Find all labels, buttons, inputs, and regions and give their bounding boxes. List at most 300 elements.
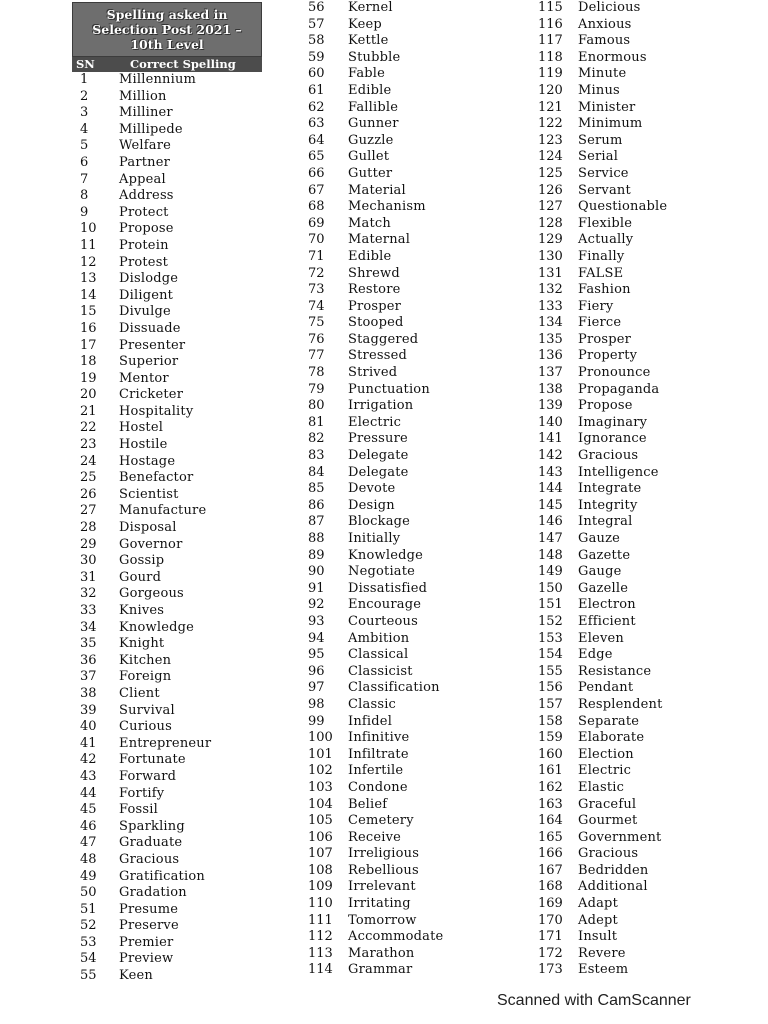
entry-number: 60 bbox=[308, 66, 325, 82]
entry-number: 14 bbox=[80, 287, 97, 303]
entry-number: 98 bbox=[308, 696, 325, 712]
entry-number: 119 bbox=[538, 66, 563, 82]
entry-number: 171 bbox=[538, 929, 563, 945]
list-item bbox=[538, 813, 748, 830]
entry-word: Gullet bbox=[348, 149, 390, 165]
entry-number: 136 bbox=[538, 348, 563, 364]
entry-word: Milliner bbox=[119, 105, 173, 121]
entry-word: Serum bbox=[578, 132, 623, 148]
list-item bbox=[308, 315, 518, 332]
entry-word: FALSE bbox=[578, 265, 624, 281]
list-item bbox=[308, 763, 518, 780]
entry-number: 156 bbox=[538, 680, 563, 696]
list-item bbox=[538, 714, 748, 731]
entry-number: 142 bbox=[538, 448, 563, 464]
entry-number: 4 bbox=[80, 121, 89, 137]
list-item bbox=[308, 365, 518, 382]
entry-number: 61 bbox=[308, 82, 325, 98]
entry-number: 128 bbox=[538, 215, 563, 231]
entry-number: 165 bbox=[538, 829, 563, 845]
entry-number: 97 bbox=[308, 680, 325, 696]
entry-word: Minus bbox=[578, 82, 620, 98]
list-item bbox=[538, 631, 748, 648]
list-item bbox=[538, 116, 748, 133]
list-item bbox=[308, 813, 518, 830]
entry-word: Gossip bbox=[119, 553, 165, 569]
entry-number: 39 bbox=[80, 702, 97, 718]
list-item bbox=[308, 216, 518, 233]
entry-word: Survival bbox=[119, 702, 175, 718]
entry-word: Kettle bbox=[348, 33, 389, 49]
entry-number: 55 bbox=[80, 968, 97, 984]
entry-number: 81 bbox=[308, 414, 325, 430]
list-item bbox=[80, 968, 290, 985]
entry-word: Staggered bbox=[348, 331, 419, 347]
entry-number: 42 bbox=[80, 752, 97, 768]
entry-number: 35 bbox=[80, 636, 97, 652]
entry-word: Appeal bbox=[119, 171, 166, 187]
entry-number: 24 bbox=[80, 453, 97, 469]
list-item bbox=[538, 216, 748, 233]
list-item bbox=[80, 819, 290, 836]
entry-word: Mentor bbox=[119, 370, 169, 386]
list-item bbox=[538, 398, 748, 415]
entry-number: 163 bbox=[538, 796, 563, 812]
list-item bbox=[80, 105, 290, 122]
list-item bbox=[308, 780, 518, 797]
list-item bbox=[308, 415, 518, 432]
list-item bbox=[308, 199, 518, 216]
list-item bbox=[308, 249, 518, 266]
entry-number: 123 bbox=[538, 132, 563, 148]
entry-word: Pendant bbox=[578, 680, 634, 696]
list-item bbox=[538, 763, 748, 780]
list-item bbox=[308, 797, 518, 814]
entry-number: 170 bbox=[538, 912, 563, 928]
entry-word: Intelligence bbox=[578, 464, 659, 480]
entry-number: 54 bbox=[80, 951, 97, 967]
list-item bbox=[538, 365, 748, 382]
list-item bbox=[538, 797, 748, 814]
entry-word: Pressure bbox=[348, 431, 408, 447]
list-item bbox=[538, 879, 748, 896]
entry-number: 102 bbox=[308, 763, 333, 779]
entry-number: 32 bbox=[80, 586, 97, 602]
entry-word: Separate bbox=[578, 713, 640, 729]
entry-word: Divulge bbox=[119, 304, 171, 320]
entry-number: 15 bbox=[80, 304, 97, 320]
entry-number: 23 bbox=[80, 437, 97, 453]
entry-number: 11 bbox=[80, 237, 97, 253]
list-item bbox=[80, 338, 290, 355]
list-item bbox=[308, 614, 518, 631]
list-item bbox=[538, 465, 748, 482]
list-item bbox=[308, 913, 518, 930]
entry-number: 148 bbox=[538, 547, 563, 563]
entry-word: Gradation bbox=[119, 885, 187, 901]
entry-number: 86 bbox=[308, 497, 325, 513]
list-item bbox=[538, 481, 748, 498]
list-item bbox=[80, 221, 290, 238]
entry-number: 162 bbox=[538, 779, 563, 795]
entry-number: 1 bbox=[80, 72, 89, 87]
entry-number: 73 bbox=[308, 282, 325, 298]
entry-word: Electron bbox=[578, 597, 636, 613]
list-item bbox=[538, 415, 748, 432]
entry-word: Manufacture bbox=[119, 503, 207, 519]
entry-number: 8 bbox=[80, 188, 89, 204]
entry-word: Propose bbox=[578, 398, 633, 414]
entry-word: Kernel bbox=[348, 0, 393, 15]
entry-number: 109 bbox=[308, 879, 333, 895]
list-item bbox=[308, 465, 518, 482]
list-item bbox=[538, 0, 748, 17]
entry-number: 127 bbox=[538, 199, 563, 215]
list-item bbox=[538, 133, 748, 150]
entry-number: 27 bbox=[80, 503, 97, 519]
entry-number: 107 bbox=[308, 846, 333, 862]
entry-word: Classicist bbox=[348, 663, 413, 679]
list-item bbox=[80, 802, 290, 819]
list-item bbox=[308, 830, 518, 847]
list-item bbox=[80, 304, 290, 321]
entry-number: 28 bbox=[80, 520, 97, 536]
entry-word: Finally bbox=[578, 248, 625, 264]
list-item bbox=[308, 481, 518, 498]
list-item bbox=[308, 896, 518, 913]
entry-word: Keep bbox=[348, 16, 382, 32]
entry-word: Partner bbox=[119, 154, 171, 170]
list-item bbox=[538, 680, 748, 697]
entry-number: 85 bbox=[308, 481, 325, 497]
entry-number: 106 bbox=[308, 829, 333, 845]
entry-word: Entrepreneur bbox=[119, 735, 212, 751]
entry-word: Gazelle bbox=[578, 580, 629, 596]
entry-number: 131 bbox=[538, 265, 563, 281]
column-header-word: Correct Spelling bbox=[130, 57, 236, 71]
list-item bbox=[80, 902, 290, 919]
list-item bbox=[80, 454, 290, 471]
entry-word: Adapt bbox=[578, 896, 619, 912]
entry-word: Foreign bbox=[119, 669, 172, 685]
entry-number: 88 bbox=[308, 531, 325, 546]
entry-number: 52 bbox=[80, 918, 97, 934]
list-item bbox=[538, 830, 748, 847]
list-item bbox=[538, 548, 748, 565]
entry-word: Stressed bbox=[348, 348, 407, 364]
entry-number: 160 bbox=[538, 746, 563, 762]
entry-word: Serial bbox=[578, 149, 619, 165]
entry-number: 89 bbox=[308, 547, 325, 563]
list-item bbox=[308, 631, 518, 648]
list-item bbox=[80, 852, 290, 869]
entry-word: Match bbox=[348, 215, 391, 231]
list-item bbox=[308, 348, 518, 365]
entry-word: Anxious bbox=[578, 16, 632, 32]
entry-number: 154 bbox=[538, 647, 563, 663]
scanner-footer: Scanned with CamScanner bbox=[497, 992, 691, 1009]
entry-number: 48 bbox=[80, 851, 97, 867]
entry-number: 38 bbox=[80, 685, 97, 701]
entry-word: Graceful bbox=[578, 796, 637, 812]
list-item bbox=[308, 581, 518, 598]
entry-word: Shrewd bbox=[348, 265, 400, 281]
entry-number: 77 bbox=[308, 348, 325, 364]
entry-word: Insult bbox=[578, 929, 618, 945]
entry-word: Questionable bbox=[578, 199, 668, 215]
entry-number: 141 bbox=[538, 431, 563, 447]
list-item bbox=[308, 531, 518, 548]
entry-number: 117 bbox=[538, 33, 563, 49]
entry-word: Gourd bbox=[119, 569, 162, 585]
list-item bbox=[538, 199, 748, 216]
list-item bbox=[308, 846, 518, 863]
entry-word: Fierce bbox=[578, 315, 622, 331]
entry-word: Hostel bbox=[119, 420, 164, 436]
entry-word: Integral bbox=[578, 514, 633, 530]
entry-number: 10 bbox=[80, 221, 97, 237]
entry-number: 26 bbox=[80, 486, 97, 502]
list-item bbox=[308, 183, 518, 200]
entry-word: Propaganda bbox=[578, 381, 660, 397]
entry-number: 105 bbox=[308, 813, 333, 829]
entry-number: 120 bbox=[538, 82, 563, 98]
entry-number: 12 bbox=[80, 254, 97, 270]
list-item bbox=[538, 913, 748, 930]
entry-word: Election bbox=[578, 746, 634, 762]
entry-number: 140 bbox=[538, 414, 563, 430]
list-item bbox=[80, 122, 290, 139]
entry-word: Address bbox=[119, 188, 174, 204]
entry-word: Keen bbox=[119, 968, 153, 984]
list-item bbox=[80, 570, 290, 587]
entry-word: Design bbox=[348, 497, 395, 513]
list-item bbox=[80, 470, 290, 487]
entry-word: Knowledge bbox=[348, 547, 424, 563]
list-item bbox=[308, 647, 518, 664]
list-item bbox=[308, 714, 518, 731]
list-item bbox=[538, 946, 748, 963]
list-item bbox=[80, 238, 290, 255]
entry-word: Infidel bbox=[348, 713, 393, 729]
list-item bbox=[80, 620, 290, 637]
entry-word: Gourmet bbox=[578, 813, 638, 829]
entry-word: Irrigation bbox=[348, 398, 414, 414]
list-item bbox=[538, 332, 748, 349]
list-item bbox=[538, 863, 748, 880]
entry-word: Superior bbox=[119, 354, 179, 370]
list-item bbox=[538, 382, 748, 399]
list-item bbox=[308, 597, 518, 614]
entry-number: 63 bbox=[308, 116, 325, 132]
entry-word: Curious bbox=[119, 719, 172, 735]
entry-number: 133 bbox=[538, 298, 563, 314]
entry-number: 74 bbox=[308, 298, 325, 314]
entry-word: Marathon bbox=[348, 945, 415, 961]
entry-number: 144 bbox=[538, 481, 563, 497]
entry-word: Resistance bbox=[578, 663, 652, 679]
list-item bbox=[80, 404, 290, 421]
entry-word: Fallible bbox=[348, 99, 399, 115]
entry-word: Servant bbox=[578, 182, 631, 198]
entry-word: Irritating bbox=[348, 896, 411, 912]
entry-word: Pronounce bbox=[578, 365, 651, 381]
list-item bbox=[308, 83, 518, 100]
entry-word: Enormous bbox=[578, 49, 647, 65]
entry-number: 71 bbox=[308, 248, 325, 264]
entry-word: Preserve bbox=[119, 918, 179, 934]
entry-word: Encourage bbox=[348, 597, 422, 613]
entry-word: Adept bbox=[578, 912, 618, 928]
list-item bbox=[80, 487, 290, 504]
entry-number: 72 bbox=[308, 265, 325, 281]
entry-word: Grammar bbox=[348, 962, 413, 978]
entry-number: 87 bbox=[308, 514, 325, 530]
list-item bbox=[538, 448, 748, 465]
list-item bbox=[538, 697, 748, 714]
entry-word: Fortunate bbox=[119, 752, 186, 768]
entry-word: Flexible bbox=[578, 215, 633, 231]
entry-word: Dissuade bbox=[119, 320, 181, 336]
entry-number: 31 bbox=[80, 569, 97, 585]
entry-number: 115 bbox=[538, 0, 563, 15]
entry-number: 21 bbox=[80, 403, 97, 419]
entry-word: Bedridden bbox=[578, 862, 649, 878]
list-item bbox=[308, 431, 518, 448]
list-item bbox=[538, 66, 748, 83]
list-item bbox=[308, 398, 518, 415]
entry-word: Blockage bbox=[348, 514, 411, 530]
entry-word: Stooped bbox=[348, 315, 404, 331]
entry-number: 68 bbox=[308, 199, 325, 215]
list-item bbox=[80, 736, 290, 753]
list-item bbox=[80, 636, 290, 653]
list-item bbox=[538, 647, 748, 664]
list-item bbox=[538, 299, 748, 316]
entry-number: 173 bbox=[538, 962, 563, 978]
entry-word: Efficient bbox=[578, 613, 636, 629]
entry-number: 78 bbox=[308, 365, 325, 381]
entry-word: Sparkling bbox=[119, 818, 185, 834]
entry-word: Hostile bbox=[119, 437, 168, 453]
entry-number: 37 bbox=[80, 669, 97, 685]
list-item bbox=[308, 730, 518, 747]
entry-number: 150 bbox=[538, 580, 563, 596]
entry-word: Delegate bbox=[348, 464, 409, 480]
entry-number: 79 bbox=[308, 381, 325, 397]
entry-word: Protect bbox=[119, 204, 169, 220]
entry-number: 153 bbox=[538, 630, 563, 646]
entry-number: 118 bbox=[538, 49, 563, 65]
entry-word: Strived bbox=[348, 365, 398, 381]
entry-word: Dissatisfied bbox=[348, 580, 428, 596]
entry-number: 16 bbox=[80, 320, 97, 336]
entry-number: 138 bbox=[538, 381, 563, 397]
list-item bbox=[308, 962, 518, 979]
list-item bbox=[80, 885, 290, 902]
list-item bbox=[308, 66, 518, 83]
list-item bbox=[538, 896, 748, 913]
entry-word: Devote bbox=[348, 481, 396, 497]
list-item bbox=[80, 321, 290, 338]
entry-word: Classical bbox=[348, 647, 409, 663]
entry-number: 18 bbox=[80, 354, 97, 370]
entry-word: Integrity bbox=[578, 497, 638, 513]
list-item bbox=[308, 232, 518, 249]
entry-number: 99 bbox=[308, 713, 325, 729]
list-item bbox=[538, 183, 748, 200]
entry-word: Stubble bbox=[348, 49, 401, 65]
list-item bbox=[308, 100, 518, 117]
entry-word: Tomorrow bbox=[348, 912, 417, 928]
entry-number: 151 bbox=[538, 597, 563, 613]
list-item bbox=[538, 929, 748, 946]
entry-number: 45 bbox=[80, 802, 97, 818]
entry-number: 111 bbox=[308, 912, 333, 928]
entry-word: Eleven bbox=[578, 630, 624, 646]
entry-word: Material bbox=[348, 182, 406, 198]
entry-word: Edible bbox=[348, 248, 392, 264]
list-item bbox=[308, 166, 518, 183]
entry-word: Condone bbox=[348, 779, 408, 795]
list-item bbox=[308, 299, 518, 316]
list-item bbox=[80, 72, 290, 89]
list-item bbox=[308, 382, 518, 399]
entry-number: 70 bbox=[308, 232, 325, 248]
entry-number: 47 bbox=[80, 835, 97, 851]
entry-number: 108 bbox=[308, 862, 333, 878]
entry-number: 67 bbox=[308, 182, 325, 198]
list-item bbox=[538, 730, 748, 747]
list-item bbox=[538, 166, 748, 183]
list-item bbox=[80, 869, 290, 886]
entry-number: 122 bbox=[538, 116, 563, 132]
entry-word: Actually bbox=[578, 232, 634, 248]
list-item bbox=[80, 703, 290, 720]
entry-word: Electric bbox=[578, 763, 632, 779]
list-item bbox=[80, 138, 290, 155]
entry-number: 132 bbox=[538, 282, 563, 298]
list-item bbox=[538, 83, 748, 100]
list-item bbox=[538, 232, 748, 249]
list-item bbox=[80, 437, 290, 454]
entry-word: Resplendent bbox=[578, 696, 663, 712]
entry-number: 49 bbox=[80, 868, 97, 884]
list-item bbox=[538, 17, 748, 34]
list-item bbox=[538, 431, 748, 448]
list-item bbox=[538, 315, 748, 332]
entry-word: Infertile bbox=[348, 763, 404, 779]
list-item bbox=[80, 537, 290, 554]
list-item bbox=[308, 17, 518, 34]
entry-number: 159 bbox=[538, 730, 563, 746]
page-title bbox=[72, 2, 262, 57]
list-item bbox=[538, 664, 748, 681]
entry-number: 95 bbox=[308, 647, 325, 663]
entry-word: Infinitive bbox=[348, 730, 410, 746]
list-item bbox=[308, 33, 518, 50]
list-item bbox=[80, 387, 290, 404]
entry-word: Punctuation bbox=[348, 381, 430, 397]
list-item bbox=[538, 531, 748, 548]
entry-number: 129 bbox=[538, 232, 563, 248]
entry-number: 167 bbox=[538, 862, 563, 878]
entry-word: Governor bbox=[119, 536, 183, 552]
entry-number: 116 bbox=[538, 16, 563, 32]
entry-word: Classification bbox=[348, 680, 440, 696]
list-item bbox=[80, 918, 290, 935]
entry-word: Cricketer bbox=[119, 387, 184, 403]
